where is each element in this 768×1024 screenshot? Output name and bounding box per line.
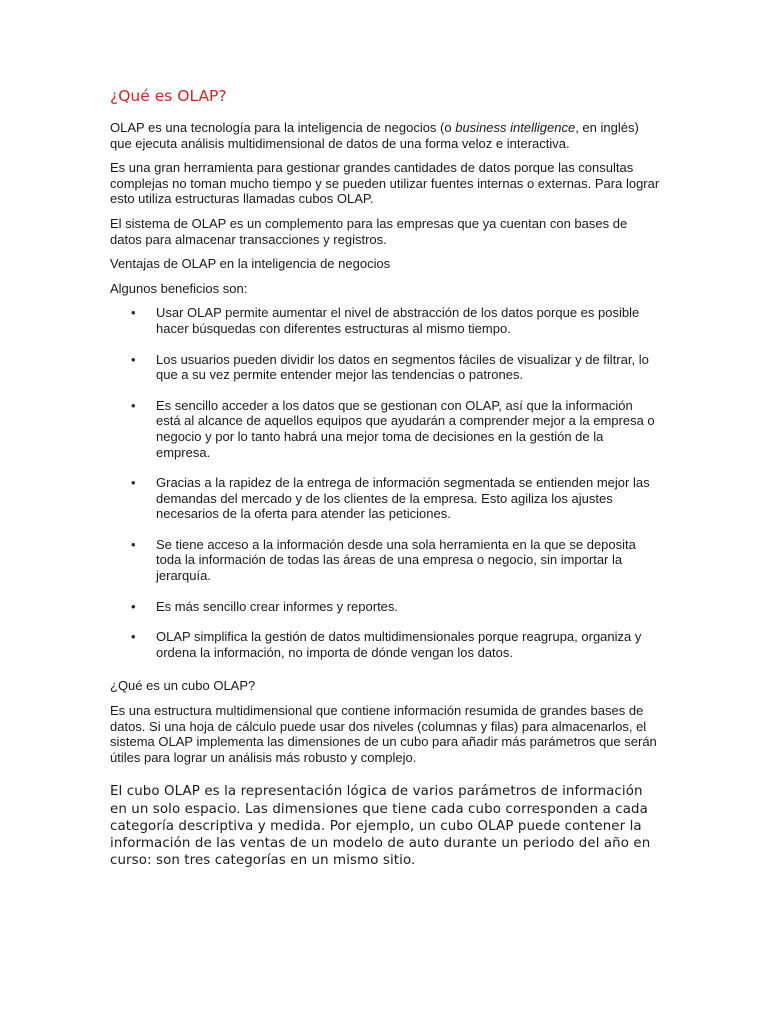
list-item xyxy=(110,398,660,460)
list-item xyxy=(110,305,660,336)
list-item xyxy=(110,629,660,660)
bullet-icon: • xyxy=(131,397,136,413)
paragraph-complement: El sistema de OLAP es un complemento para las empresas que ya cuentan con bases de datos para almacenar transacciones y registros. xyxy=(110,215,628,247)
intro-text-end: , en inglés) que ejecuta análisis multidimensional de datos de una forma veloz e interactiva. xyxy=(110,120,639,151)
benefits-list xyxy=(110,305,660,660)
list-item xyxy=(110,475,660,522)
list-item-text: OLAP simplifica la gestión de datos multidimensionales porque reagrupa, organiza y ordena la información, no importa de dónde vengan los datos. xyxy=(156,629,642,660)
advantages-heading: Ventajas de OLAP en la inteligencia de negocios xyxy=(110,256,391,272)
intro-paragraph xyxy=(110,120,660,151)
cube-question: ¿Qué es un cubo OLAP? xyxy=(110,678,256,694)
bullet-icon: • xyxy=(131,475,136,491)
bullet-icon: • xyxy=(131,536,136,552)
list-item-text: Usar OLAP permite aumentar el nivel de abstracción de los datos porque es posible hacer búsquedas con diferentes estructuras al mismo tiempo. xyxy=(156,305,640,336)
list-item-text: Los usuarios pueden dividir los datos en segmentos fáciles de visualizar y de filtrar, lo que a su vez permite entender mejor las tendencias o patrones. xyxy=(156,351,649,383)
list-item-text: Es sencillo acceder a los datos que se gestionan con OLAP, así que la información está al alcance de aquellos equipos que ayudarán a comprender mejor a la empresa o negocio y por lo tanto habrá una mejor toma de decisiones en la gestión de la empresa. xyxy=(156,397,655,460)
list-item-text: Es más sencillo crear informes y reportes. xyxy=(156,598,399,614)
list-item xyxy=(110,537,660,584)
list-item-text: Gracias a la rapidez de la entrega de información segmentada se entienden mejor las demandas del mercado y de los clientes de la empresa. Esto agiliza los ajustes necesarios de la oferta para atender las peticiones. xyxy=(156,475,650,522)
intro-emphasis: business intelligence xyxy=(455,120,576,135)
bullet-icon: • xyxy=(131,351,136,367)
document-page xyxy=(110,86,660,878)
closing-paragraph: El cubo OLAP es la representación lógica de varios parámetros de información en un solo espacio. Las dimensiones que tiene cada cubo corresponden a cada categoría descriptiva y medida. Por ejemplo, un cubo OLAP puede contener la información de las ventas de un modelo de auto durante un periodo del año en curso: son tres categorías en un mismo sitio. xyxy=(110,784,651,869)
bullet-icon: • xyxy=(131,305,136,321)
bullet-icon: • xyxy=(131,629,136,645)
list-item xyxy=(110,599,660,615)
bullet-icon: • xyxy=(131,598,136,614)
intro-text-start: OLAP es una tecnología para la inteligencia de negocios (o xyxy=(110,120,456,135)
list-item xyxy=(110,352,660,383)
benefits-intro: Algunos beneficios son: xyxy=(110,280,248,296)
cube-paragraph: Es una estructura multidimensional que contiene información resumida de grandes bases de datos. Si una hoja de cálculo puede usar dos niveles (columnas y filas) para almacenarlos, el sistema OLAP implementa las dimensiones de un cubo para añadir más parámetros que serán útiles para lograr un análisis más robusto y complejo. xyxy=(110,703,657,765)
list-item-text: Se tiene acceso a la información desde una sola herramienta en la que se deposita toda la información de todas las áreas de una empresa o negocio, sin importar la jerarquía. xyxy=(156,536,636,584)
paragraph-tools: Es una gran herramienta para gestionar grandes cantidades de datos porque las consultas complejas no toman mucho tiempo y se pueden utilizar fuentes internas o externas. Para lograr esto utiliza estructuras llamadas cubos OLAP. xyxy=(110,160,660,207)
page-title: ¿Qué es OLAP? xyxy=(110,87,227,105)
